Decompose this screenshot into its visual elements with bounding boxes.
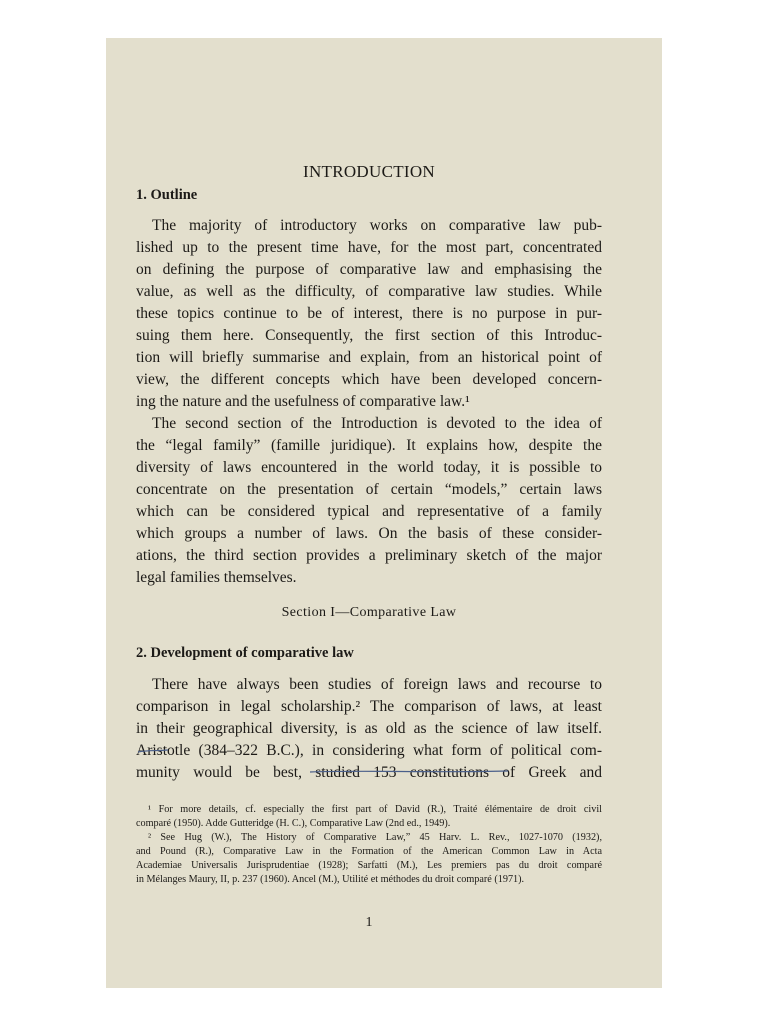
text-line: comparison in legal scholarship.² The comparison of laws, at least bbox=[136, 698, 602, 715]
text-line: which can be considered typical and representative of a family bbox=[136, 503, 602, 520]
paragraph-development bbox=[136, 674, 602, 784]
text-line: The second section of the Introduction is devoted to the idea of bbox=[152, 415, 602, 432]
footnote-line: comparé (1950). Adde Gutteridge (H. C.), Comparative Law (2nd ed., 1949). bbox=[136, 818, 451, 829]
text-line: The majority of introductory works on comparative law pub- bbox=[152, 217, 602, 234]
text-line: Aristotle (384–322 B.C.), in considering what form of political com- bbox=[136, 742, 602, 759]
text-line: lished up to the present time have, for the most part, concentrated bbox=[136, 239, 602, 256]
footnote-line: Academiae Universalis Jurisprudentiae (1928); Sarfatti (M.), Les premiers pas du droit comparé bbox=[136, 860, 602, 871]
section-title: Section I—Comparative Law bbox=[281, 605, 457, 620]
scanned-page bbox=[106, 38, 662, 988]
text-line: these topics continue to be of interest, there is no purpose in pur- bbox=[136, 305, 602, 322]
footnote-line: in Mélanges Maury, II, p. 237 (1960). Ancel (M.), Utilité et méthodes du droit comparé (1971). bbox=[136, 874, 525, 885]
page-title: INTRODUCTION bbox=[302, 162, 436, 181]
outline-heading: 1. Outline bbox=[136, 187, 198, 203]
footnote-line: ¹ For more details, cf. especially the first part of David (R.), Traité élémentaire de droit civil bbox=[148, 804, 602, 815]
text-line: which groups a number of laws. On the basis of these consider- bbox=[136, 525, 602, 542]
text-line: concentrate on the presentation of certain “models,” certain laws bbox=[136, 481, 602, 498]
text-line: ing the nature and the usefulness of comparative law.¹ bbox=[136, 393, 470, 410]
text-line: legal families themselves. bbox=[136, 569, 297, 586]
development-heading: 2. Development of comparative law bbox=[136, 645, 354, 661]
text-line: view, the different concepts which have been developed concern- bbox=[136, 371, 602, 388]
paragraph-outline-1 bbox=[136, 215, 602, 413]
text-line: tion will briefly summarise and explain, from an historical point of bbox=[136, 349, 602, 366]
footnotes bbox=[136, 803, 602, 887]
text-line: munity would be best, studied 153 constitutions of Greek and bbox=[136, 764, 602, 781]
text-line: There have always been studies of foreign laws and recourse to bbox=[152, 676, 602, 693]
footnote-line: and Pound (R.), Comparative Law in the Formation of the American Common Law in Acta bbox=[136, 846, 602, 857]
text-line: on defining the purpose of comparative law and emphasising the bbox=[136, 261, 602, 278]
footnote-line: ² See Hug (W.), The History of Comparative Law,” 45 Harv. L. Rev., 1027-1070 (1932), bbox=[148, 832, 602, 843]
text-line: ations, the third section provides a preliminary sketch of the major bbox=[136, 547, 602, 564]
text-line: diversity of laws encountered in the world today, it is possible to bbox=[136, 459, 602, 476]
text-line: the “legal family” (famille juridique). It explains how, despite the bbox=[136, 437, 602, 454]
paragraph-outline-2 bbox=[136, 413, 602, 589]
page-number: 1 bbox=[365, 915, 373, 930]
text-line: in their geographical diversity, is as old as the science of law itself. bbox=[136, 720, 602, 737]
text-line: suing them here. Consequently, the first section of this Introduc- bbox=[136, 327, 602, 344]
text-line: value, as well as the difficulty, of comparative law studies. While bbox=[136, 283, 602, 300]
